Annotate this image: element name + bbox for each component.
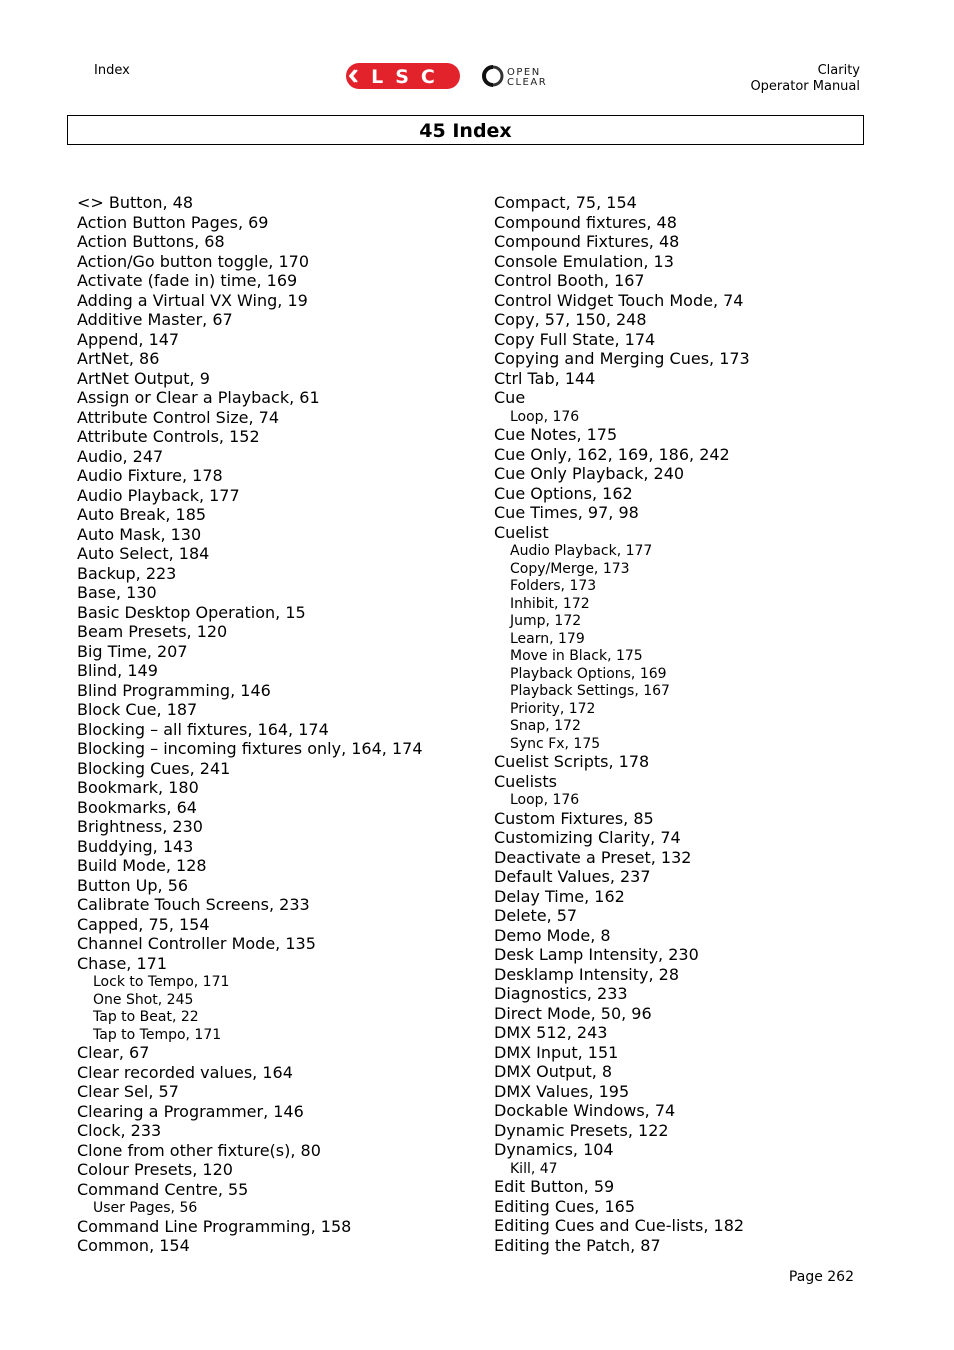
index-entry: Clock, 233 xyxy=(77,1121,162,1140)
index-column-right xyxy=(494,193,750,1255)
index-entry: Cuelist Scripts, 178 xyxy=(494,752,650,771)
lsc-logo xyxy=(345,62,461,90)
index-entry: Cue Options, 162 xyxy=(494,483,633,503)
index-entry: ArtNet, 86 xyxy=(77,349,160,368)
index-entry: Compact, 75, 154 xyxy=(494,193,637,212)
page-number: Page 262 xyxy=(788,1269,854,1285)
index-entry: Dynamics, 104 xyxy=(494,1140,614,1159)
index-entry: Deactivate a Preset, 132 xyxy=(494,847,692,867)
index-entry: Blocking Cues, 241 xyxy=(77,758,231,778)
index-entry: Colour Presets, 120 xyxy=(77,1160,233,1179)
index-entry: Default Values, 237 xyxy=(494,867,651,886)
index-entry: Attribute Control Size, 74 xyxy=(77,407,280,427)
index-entry: Edit Button, 59 xyxy=(494,1177,615,1196)
index-entry: Channel Controller Mode, 135 xyxy=(77,934,316,953)
index-entry: Audio, 247 xyxy=(77,446,164,466)
index-entry: Control Booth, 167 xyxy=(494,271,645,290)
index-subentry: Playback Options, 169 xyxy=(510,665,667,682)
index-entry: Editing the Patch, 87 xyxy=(494,1235,661,1255)
index-subentry: Sync Fx, 175 xyxy=(510,735,601,752)
index-entry: Activate (fade in) time, 169 xyxy=(77,271,298,290)
index-entry: Compound fixtures, 48 xyxy=(494,212,677,232)
index-entry: DMX Output, 8 xyxy=(494,1062,613,1081)
index-entry: Button Up, 56 xyxy=(77,875,189,895)
index-entry: Append, 147 xyxy=(77,329,180,349)
index-entry: Beam Presets, 120 xyxy=(77,622,228,641)
index-entry: Auto Select, 184 xyxy=(77,544,210,563)
index-entry: Direct Mode, 50, 96 xyxy=(494,1003,652,1023)
lsc-logo-text: LSC xyxy=(371,66,447,88)
index-entry: Common, 154 xyxy=(77,1236,190,1255)
index-entry: Adding a Virtual VX Wing, 19 xyxy=(77,290,308,310)
index-entry: Build Mode, 128 xyxy=(77,856,207,875)
index-entry: Blind, 149 xyxy=(77,661,158,680)
header-section-label: Index xyxy=(94,63,130,78)
header-manual: Operator Manual xyxy=(750,79,860,94)
index-entry: Big Time, 207 xyxy=(77,641,188,661)
index-entry: Cuelists xyxy=(494,771,557,791)
index-entry: Custom Fixtures, 85 xyxy=(494,808,654,828)
page-title: 45 Index xyxy=(67,115,864,145)
index-entry: Editing Cues and Cue-lists, 182 xyxy=(494,1216,745,1235)
index-subentry: Copy/Merge, 173 xyxy=(510,560,630,577)
index-entry: Cuelist xyxy=(494,522,549,542)
index-entry: Audio Fixture, 178 xyxy=(77,466,223,485)
index-subentry: Folders, 173 xyxy=(510,578,597,594)
index-entry: Delete, 57 xyxy=(494,906,578,925)
index-subentry: One Shot, 245 xyxy=(93,991,194,1008)
index-entry: Audio Playback, 177 xyxy=(77,485,240,505)
index-entry: Desklamp Intensity, 28 xyxy=(494,964,680,984)
index-entry: Clearing a Programmer, 146 xyxy=(77,1101,304,1121)
index-entry: Brightness, 230 xyxy=(77,817,203,836)
index-entry: Clear, 67 xyxy=(77,1043,150,1062)
index-entry: Cue Times, 97, 98 xyxy=(494,503,639,522)
index-entry: Attribute Controls, 152 xyxy=(77,427,260,446)
index-entry: Control Widget Touch Mode, 74 xyxy=(494,290,744,310)
index-subentry: Lock to Tempo, 171 xyxy=(93,974,230,990)
index-entry: Desk Lamp Intensity, 230 xyxy=(494,945,699,964)
index-entry: Bookmark, 180 xyxy=(77,778,199,797)
index-entry: Ctrl Tab, 144 xyxy=(494,368,596,388)
index-subentry: Audio Playback, 177 xyxy=(510,543,653,559)
index-entry: Command Centre, 55 xyxy=(77,1179,249,1199)
index-entry: DMX Values, 195 xyxy=(494,1081,630,1101)
index-entry: Calibrate Touch Screens, 233 xyxy=(77,895,310,914)
index-entry: DMX Input, 151 xyxy=(494,1042,619,1062)
index-subentry: Loop, 176 xyxy=(510,792,580,808)
index-entry: Buddying, 143 xyxy=(77,836,194,856)
index-entry: Auto Break, 185 xyxy=(77,505,207,524)
index-entry: Cue Only Playback, 240 xyxy=(494,464,685,483)
index-entry: Diagnostics, 233 xyxy=(494,984,628,1003)
index-subentry: Snap, 172 xyxy=(510,718,581,734)
index-entry: Action/Go button toggle, 170 xyxy=(77,251,310,271)
index-entry: Blocking – incoming fixtures only, 164, 174 xyxy=(77,739,423,758)
header-product-info xyxy=(750,63,860,95)
index-subentry: User Pages, 56 xyxy=(93,1200,198,1216)
index-entry: Customizing Clarity, 74 xyxy=(494,828,681,847)
index-subentry: Move in Black, 175 xyxy=(510,648,643,664)
index-entry: Base, 130 xyxy=(77,583,157,602)
index-column-left xyxy=(77,193,423,1256)
index-entry: Copy Full State, 174 xyxy=(494,329,656,349)
header-product: Clarity xyxy=(817,63,860,78)
index-entry: Editing Cues, 165 xyxy=(494,1196,636,1216)
index-entry: ArtNet Output, 9 xyxy=(77,368,210,388)
index-subentry: Tap to Beat, 22 xyxy=(93,1009,199,1025)
index-subentry: Loop, 176 xyxy=(510,408,580,425)
index-entry: Console Emulation, 13 xyxy=(494,251,674,271)
index-entry: <> Button, 48 xyxy=(77,193,194,212)
index-entry: Blocking – all fixtures, 164, 174 xyxy=(77,719,329,739)
index-entry: Compound Fixtures, 48 xyxy=(494,232,680,251)
index-entry: DMX 512, 243 xyxy=(494,1023,608,1042)
index-entry: Cue Notes, 175 xyxy=(494,425,618,444)
index-entry: Blind Programming, 146 xyxy=(77,680,271,700)
index-entry: Clone from other fixture(s), 80 xyxy=(77,1140,321,1160)
index-entry: Dockable Windows, 74 xyxy=(494,1101,676,1120)
index-subentry: Jump, 172 xyxy=(510,613,582,629)
open-clear-logo xyxy=(481,64,581,88)
index-subentry: Playback Settings, 167 xyxy=(510,683,670,699)
index-entry: Chase, 171 xyxy=(77,953,168,973)
open-clear-logo-line1: OPEN xyxy=(507,67,541,78)
open-clear-logo-line2: CLEAR xyxy=(507,77,548,88)
index-entry: Basic Desktop Operation, 15 xyxy=(77,602,306,622)
index-entry: Cue Only, 162, 169, 186, 242 xyxy=(494,444,730,464)
index-entry: Dynamic Presets, 122 xyxy=(494,1120,669,1140)
index-entry: Bookmarks, 64 xyxy=(77,797,197,817)
index-entry: Command Line Programming, 158 xyxy=(77,1216,352,1236)
index-entry: Copy, 57, 150, 248 xyxy=(494,310,647,329)
index-entry: Backup, 223 xyxy=(77,563,177,583)
index-entry: Copying and Merging Cues, 173 xyxy=(494,349,750,368)
index-subentry: Kill, 47 xyxy=(510,1160,558,1177)
index-entry: Delay Time, 162 xyxy=(494,886,625,906)
index-entry: Block Cue, 187 xyxy=(77,700,198,719)
index-entry: Auto Mask, 130 xyxy=(77,524,202,544)
index-subentry: Tap to Tempo, 171 xyxy=(93,1026,222,1043)
index-subentry: Priority, 172 xyxy=(510,700,596,717)
index-entry: Capped, 75, 154 xyxy=(77,914,210,934)
index-entry: Cue xyxy=(494,388,526,407)
index-entry: Action Buttons, 68 xyxy=(77,232,225,251)
index-entry: Assign or Clear a Playback, 61 xyxy=(77,388,320,407)
index-entry: Demo Mode, 8 xyxy=(494,925,611,945)
index-entry: Additive Master, 67 xyxy=(77,310,233,329)
index-entry: Clear recorded values, 164 xyxy=(77,1062,293,1082)
index-entry: Action Button Pages, 69 xyxy=(77,212,269,232)
index-subentry: Learn, 179 xyxy=(510,630,585,647)
index-subentry: Inhibit, 172 xyxy=(510,595,590,612)
index-entry: Clear Sel, 57 xyxy=(77,1082,179,1101)
